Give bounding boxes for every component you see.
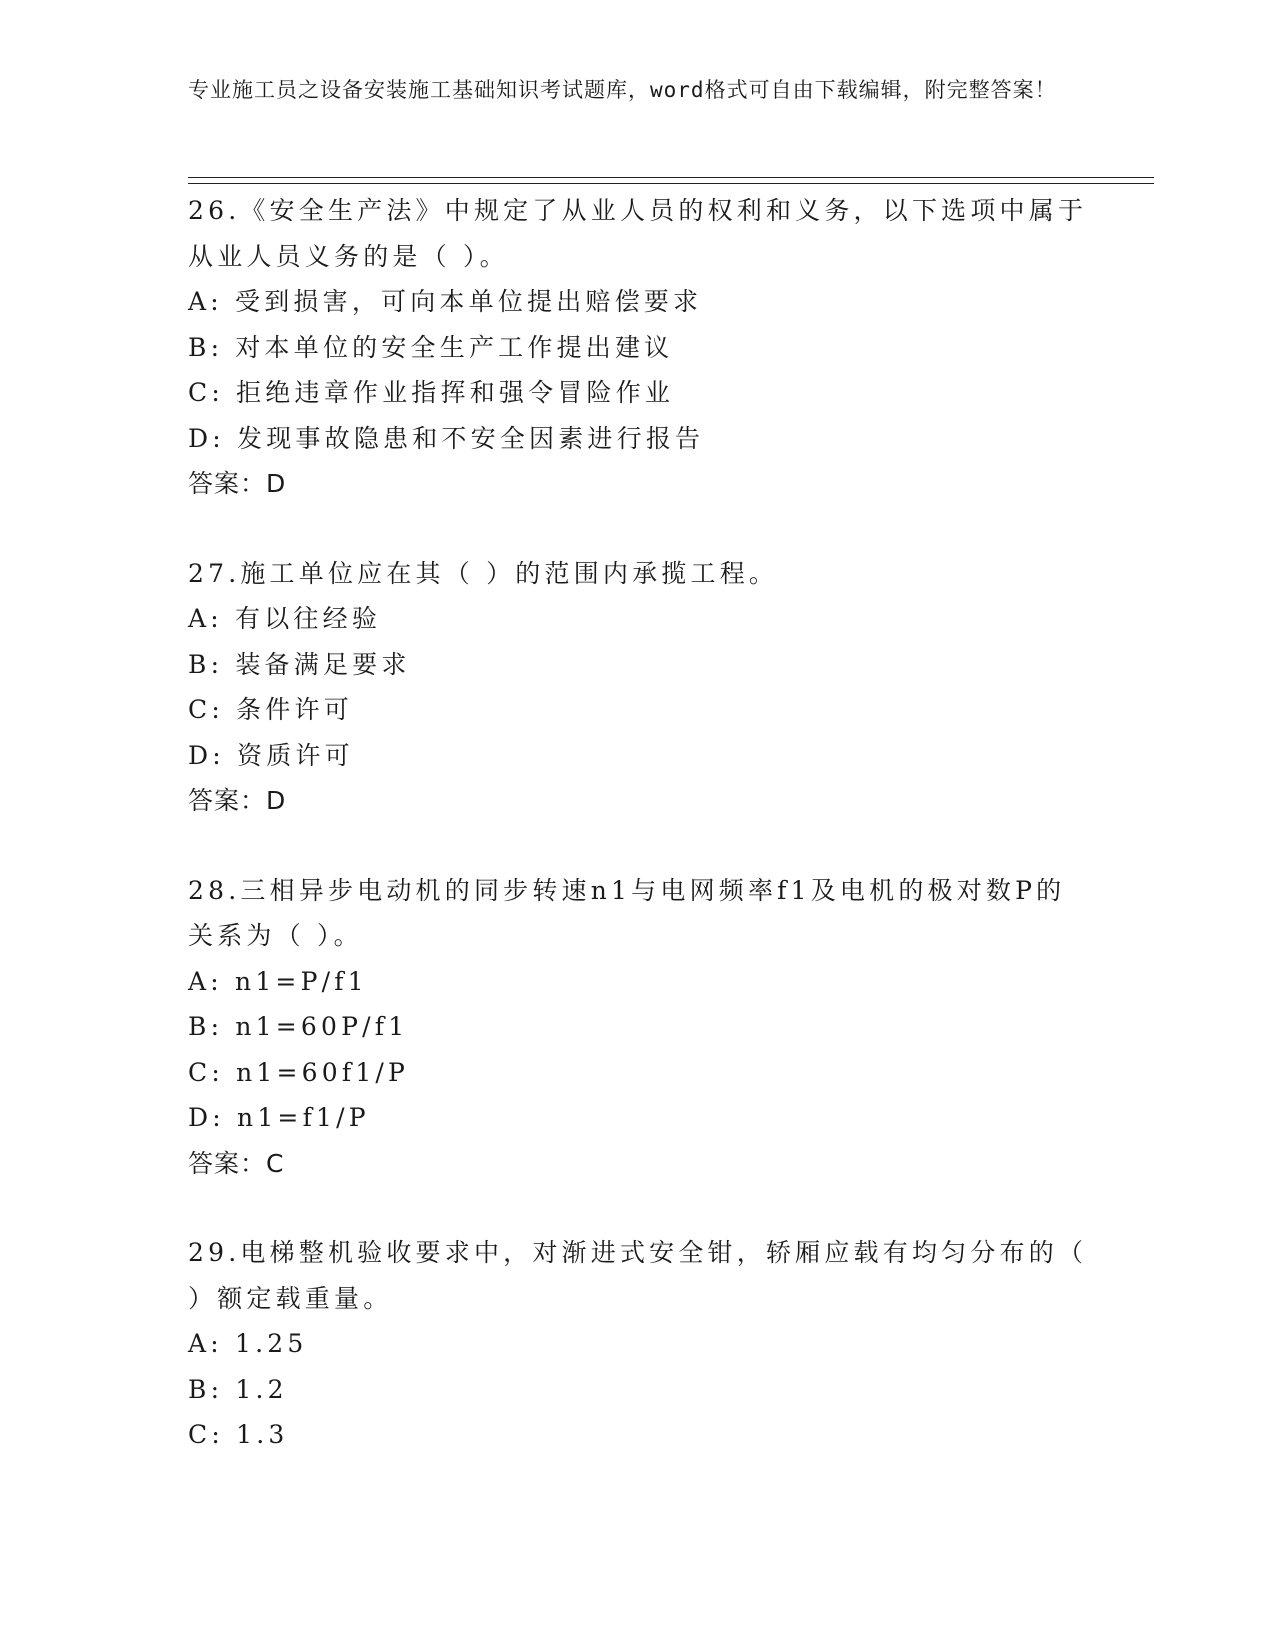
answer: 答案：C (188, 1148, 285, 1178)
option-a: A: n1=P/f1 (188, 966, 368, 996)
question-26 (188, 188, 1088, 507)
option-c: C: 拒绝违章作业指挥和强令冒险作业 (188, 378, 675, 407)
option-d: D: 资质许可 (188, 740, 354, 770)
option-c: C: 1.3 (188, 1420, 289, 1449)
option-b: B: 装备满足要求 (188, 649, 411, 679)
answer: 答案：D (188, 786, 287, 815)
header-divider-bottom (188, 183, 1154, 184)
question-text: 从业人员义务的是（ ）。 (188, 241, 509, 271)
question-27 (188, 551, 1088, 824)
question-list (188, 188, 1088, 1502)
document-header: 专业施工员之设备安装施工基础知识考试题库，word格式可自由下载编辑，附完整答案！ (188, 78, 1057, 102)
question-29 (188, 1230, 1088, 1458)
header-divider-top (188, 177, 1154, 178)
question-text: ）额定载重量。 (188, 1283, 393, 1313)
option-c: C: 条件许可 (188, 695, 353, 724)
question-text: 26.《安全生产法》中规定了从业人员的权利和义务，以下选项中属于 (188, 196, 1088, 225)
question-text: 29.电梯整机验收要求中，对渐进式安全钳，轿厢应载有均匀分布的（ (188, 1238, 1088, 1267)
option-c: C: n1=60f1/P (188, 1057, 410, 1087)
question-text: 关系为（ ）。 (188, 921, 363, 950)
option-b: B: 对本单位的安全生产工作提出建议 (188, 332, 674, 362)
question-text: 28.三相异步电动机的同步转速n1与电网频率f1及电机的极对数P的 (188, 875, 1066, 905)
option-b: B: n1=60P/f1 (188, 1012, 409, 1041)
option-a: A: 受到损害，可向本单位提出赔偿要求 (188, 287, 703, 316)
option-d: D: 发现事故隐患和不安全因素进行报告 (188, 423, 705, 453)
answer: 答案：D (188, 469, 287, 498)
question-text: 27.施工单位应在其（ ）的范围内承揽工程。 (188, 558, 779, 588)
option-a: A: 1.25 (188, 1329, 308, 1358)
option-b: B: 1.2 (188, 1374, 288, 1404)
option-d: D: n1=f1/P (188, 1103, 370, 1132)
option-a: A: 有以往经验 (188, 604, 382, 633)
question-28 (188, 868, 1088, 1187)
